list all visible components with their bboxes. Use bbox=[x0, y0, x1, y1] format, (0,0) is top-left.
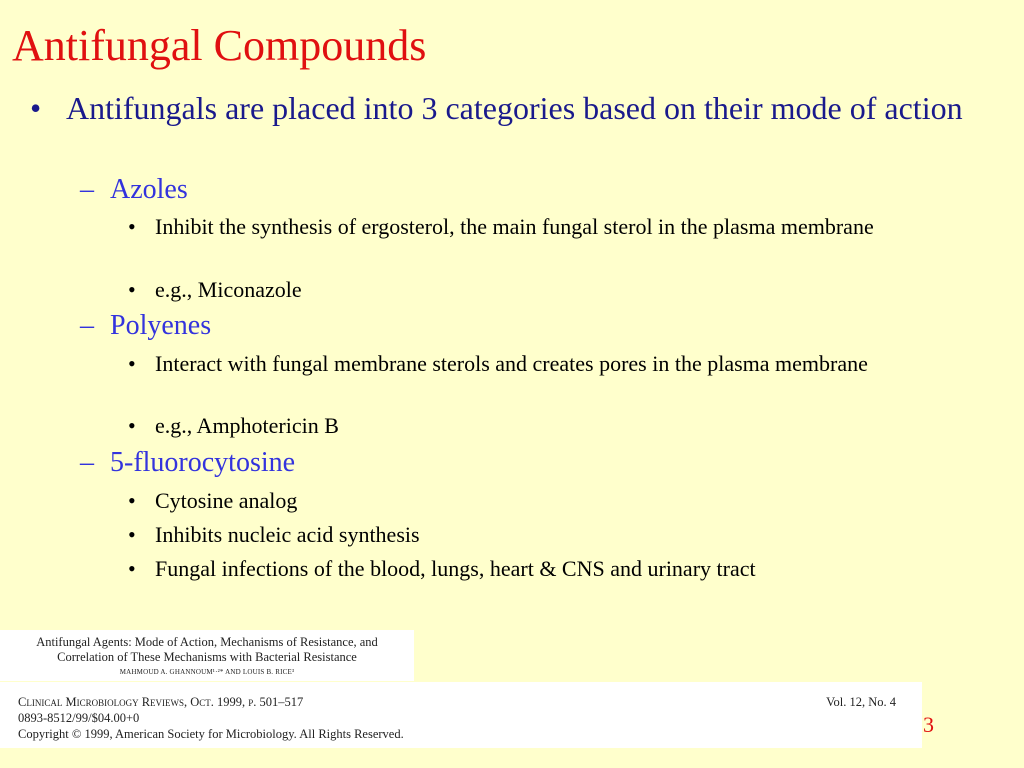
slide-title: Antifungal Compounds bbox=[12, 21, 427, 70]
dash-marker: – bbox=[80, 447, 94, 478]
bullet-dot: • bbox=[128, 488, 136, 513]
list-item bbox=[128, 351, 968, 376]
article-title-line: Correlation of These Mechanisms with Bacterial Resistance bbox=[57, 650, 357, 664]
journal-issn: 0893-8512/99/$04.00+0 bbox=[18, 711, 140, 725]
page-number: 3 bbox=[923, 712, 934, 737]
category-label: Azoles bbox=[110, 174, 188, 205]
journal-line: Clinical Microbiology Reviews, Oct. 1999, p. 501–517 bbox=[18, 695, 304, 709]
bullet-dot: • bbox=[128, 522, 136, 547]
bullet-dot: • bbox=[128, 214, 136, 239]
list-item-text: Cytosine analog bbox=[155, 488, 298, 513]
list-item bbox=[128, 214, 968, 239]
bullet-dot: • bbox=[128, 351, 136, 376]
list-item bbox=[128, 556, 968, 581]
list-item-text: Fungal infections of the blood, lungs, heart & CNS and urinary tract bbox=[155, 556, 756, 581]
list-item-text: Inhibit the synthesis of ergosterol, the main fungal sterol in the plasma membrane bbox=[155, 214, 874, 239]
dash-marker: – bbox=[80, 174, 94, 205]
category-label: 5-fluorocytosine bbox=[110, 447, 296, 478]
list-item bbox=[128, 522, 968, 547]
list-item-text: e.g., Miconazole bbox=[155, 277, 302, 302]
main-bullet-text: Antifungals are placed into 3 categories based on their mode of action bbox=[66, 90, 963, 126]
article-title-line: Antifungal Agents: Mode of Action, Mechanisms of Resistance, and bbox=[36, 635, 378, 649]
list-item bbox=[128, 413, 968, 438]
category-label: Polyenes bbox=[110, 310, 212, 341]
list-item-text: e.g., Amphotericin B bbox=[155, 413, 339, 438]
article-title-clipping bbox=[0, 630, 414, 681]
list-item bbox=[128, 488, 968, 513]
list-item-text: Inhibits nucleic acid synthesis bbox=[155, 522, 420, 547]
journal-volume: Vol. 12, No. 4 bbox=[826, 695, 896, 709]
dash-marker: – bbox=[80, 310, 94, 341]
main-bullet bbox=[30, 90, 990, 126]
list-item-text: Interact with fungal membrane sterols and creates pores in the plasma membrane bbox=[155, 351, 868, 376]
bullet-dot: • bbox=[128, 413, 136, 438]
category-polyenes bbox=[80, 310, 211, 342]
category-5-fluorocytosine bbox=[80, 447, 295, 479]
category-azoles bbox=[80, 174, 188, 206]
bullet-dot: • bbox=[128, 556, 136, 581]
journal-copyright: Copyright © 1999, American Society for Microbiology. All Rights Reserved. bbox=[18, 727, 404, 741]
bullet-dot: • bbox=[128, 277, 136, 302]
bullet-dot: • bbox=[30, 90, 42, 126]
journal-citation-clipping bbox=[0, 682, 922, 748]
list-item bbox=[128, 277, 968, 302]
article-authors: MAHMOUD A. GHANNOUM¹·²* AND LOUIS B. RICE³ bbox=[119, 668, 295, 676]
